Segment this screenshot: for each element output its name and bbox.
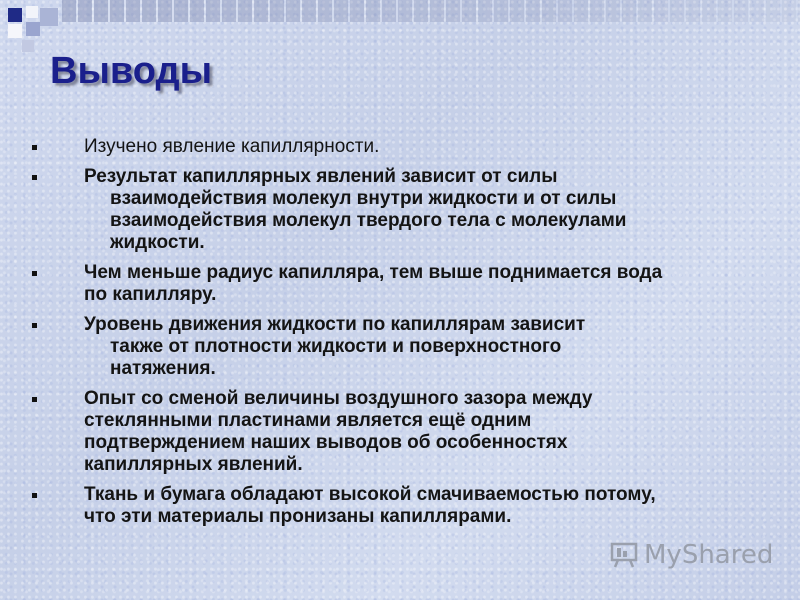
bullet-line: Изучено явление капиллярности.: [84, 136, 380, 157]
bullet-line: взаимодействия молекул внутри жидкости и от силы: [110, 188, 617, 209]
myshared-watermark: [610, 538, 773, 572]
decor-square: [22, 40, 34, 52]
bullet-line: подтверждением наших выводов об особенностях: [84, 432, 568, 453]
slide-title: Выводы: [50, 50, 213, 92]
bullet-item: [30, 314, 780, 380]
decor-top-strip: [62, 0, 800, 22]
bullet-line: натяжения.: [110, 358, 216, 379]
bullet-marker-icon: [32, 271, 37, 276]
bullet-line: по капилляру.: [84, 284, 217, 305]
bullet-item: [30, 262, 780, 306]
bullet-line: также от плотности жидкости и поверхностного: [110, 336, 562, 357]
bullet-line: Чем меньше радиус капилляра, тем выше поднимается вода: [84, 262, 663, 283]
bullet-item: [30, 388, 780, 476]
presentation-board-icon: [610, 542, 638, 568]
bullet-list: [30, 136, 780, 536]
decor-square: [26, 22, 40, 36]
bullet-line: стеклянными пластинами является ещё одним: [84, 410, 532, 431]
bullet-line: что эти материалы пронизаны капиллярами.: [84, 506, 512, 527]
bullet-marker-icon: [32, 323, 37, 328]
bullet-line: Результат капиллярных явлений зависит от силы: [84, 166, 558, 187]
bullet-marker-icon: [32, 397, 37, 402]
bullet-line: жидкости.: [110, 232, 205, 253]
bullet-item: [30, 166, 780, 254]
bullet-marker-icon: [32, 145, 37, 150]
bullet-line: Опыт со сменой величины воздушного зазора между: [84, 388, 593, 409]
decor-square: [8, 24, 22, 38]
bullet-line: Уровень движения жидкости по капиллярам зависит: [84, 314, 586, 335]
bullet-item: [30, 136, 780, 158]
bullet-item: [30, 484, 780, 528]
decor-square: [26, 6, 38, 18]
bullet-line: Ткань и бумага обладают высокой смачиваемостью потому,: [84, 484, 656, 505]
decor-square: [8, 8, 22, 22]
bullet-marker-icon: [32, 175, 37, 180]
bullet-marker-icon: [32, 493, 37, 498]
decor-square: [40, 8, 58, 26]
bullet-line: взаимодействия молекул твердого тела с молекулами: [110, 210, 627, 231]
watermark-text: MyShared: [644, 540, 774, 570]
bullet-line: капиллярных явлений.: [84, 454, 303, 475]
